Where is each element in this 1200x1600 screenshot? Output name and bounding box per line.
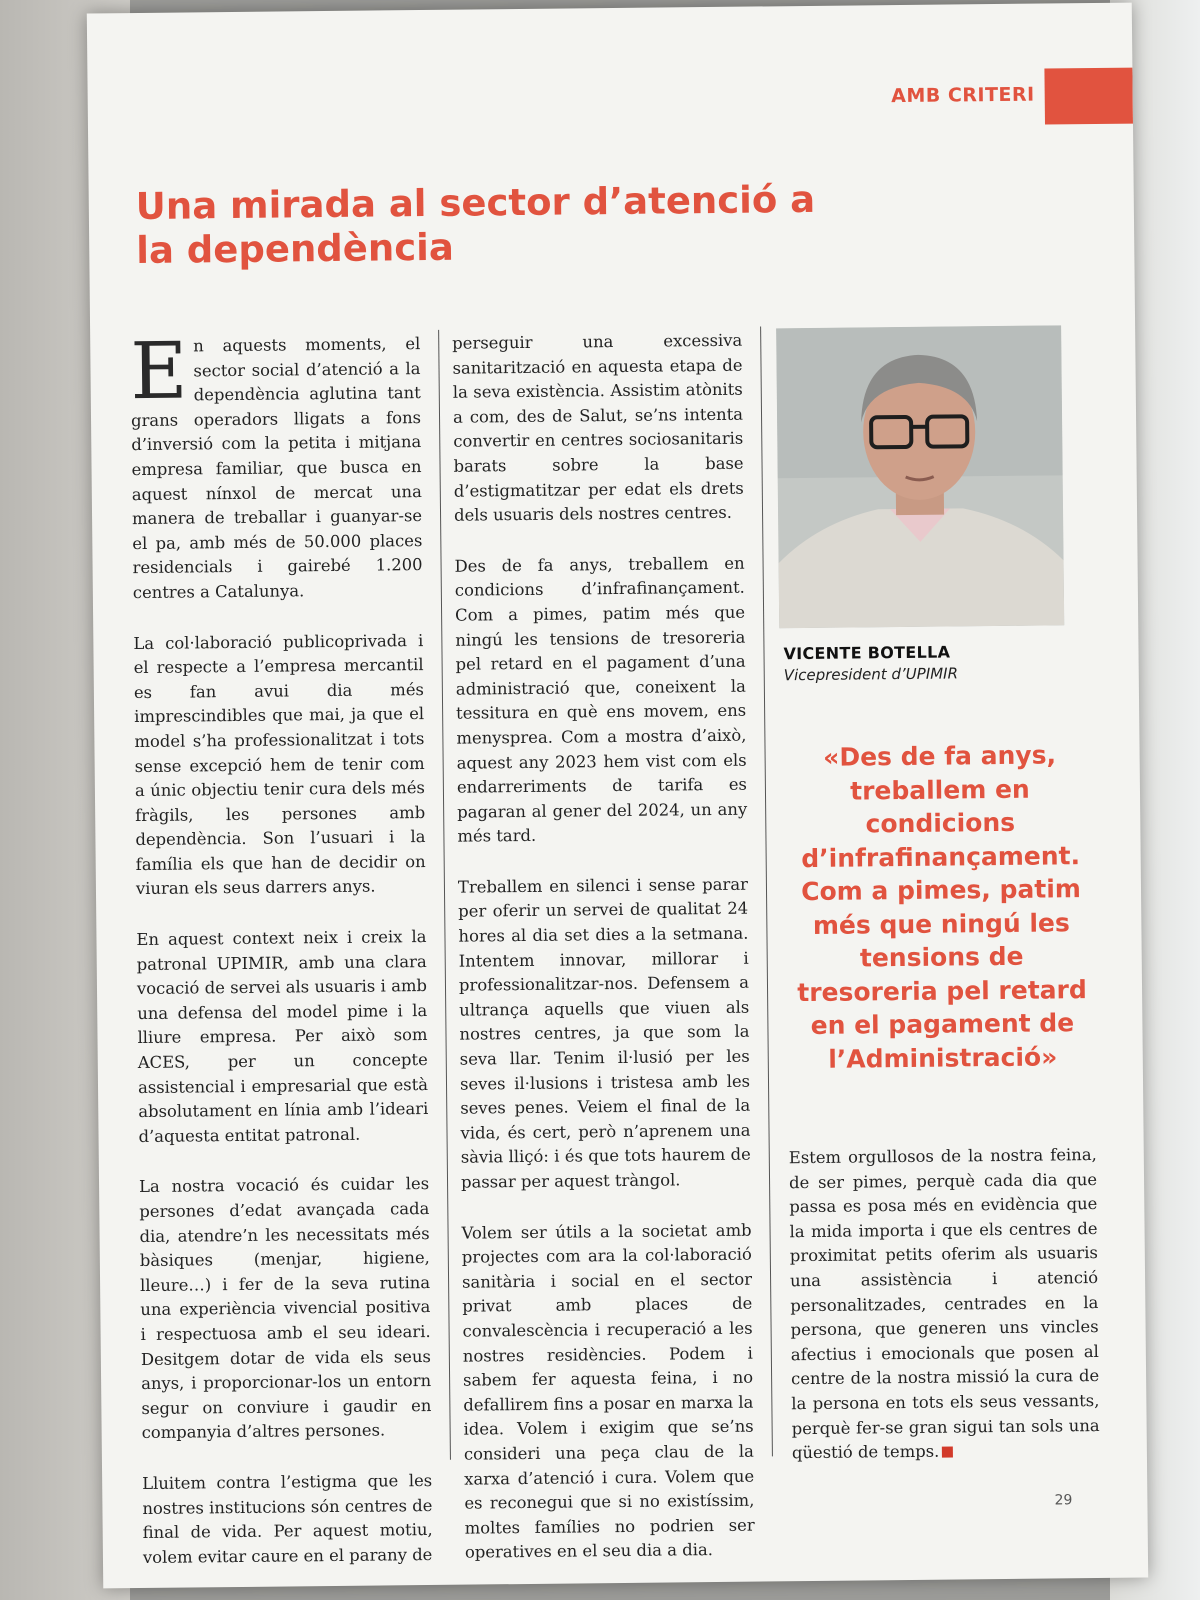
section-label: AMB CRITERI (891, 83, 1035, 108)
article-column-1 (130, 326, 433, 1588)
drop-cap: E (130, 326, 188, 418)
pull-quote: «Des de fa anys, treballem en condicions d’infrafinançament. Com a pimes, patim més que ningú les tensions de tresoreria pel retard en el pagament de l’Administració» (797, 740, 1087, 1074)
author-name: VICENTE BOTELLA (783, 642, 951, 664)
paragraph (130, 326, 423, 606)
paragraph: En aquest context neix i creix la patronal UPIMIR, amb una clara vocació de servei als usuaris i amb una defensa del model pime i la lliure empresa. Per això som ACES, per un concepte assistencial i empresarial que està absolutament en línia amb l’ideari d’aquesta entitat patronal. (136, 927, 429, 1146)
column-divider (760, 326, 773, 1456)
end-mark-icon (942, 1447, 953, 1458)
paragraph: Volem ser útils a la societat amb projectes com ara la col·laboració sanitària i social en el sector privat amb places de convalescència i recuperació a les nostres residències. Podem i sabem fer aquesta feina, i no defallirem fins a posar en marxa la idea. Volem i exigim que se’ns consideri una peça clau de la xarxa d’atenció i cura. Volem que es reconegui que si no existíssim, moltes famílies no podrien ser operatives en el seu dia a dia. (461, 1220, 755, 1562)
article-column-3 (789, 1143, 1101, 1492)
author-photo (776, 325, 1064, 628)
column-divider (438, 330, 451, 1460)
paragraph: Lluitem contra l’estigma que les nostres institucions són centres de final de vida. Per aquest motiu, volem evitar caure en el parany de (142, 1470, 433, 1567)
paragraph-text: n aquests moments, el sector social d’atenció a la dependència aglutina tant grans operadors lligats a fons d’inversió com la petita i mitjana empresa familiar, que busca en aquest nínxol de mercat una manera de treballar i guanyar-se el pa, amb més de 50.000 places residencials i gairebé 1.200 centres a Catalunya. (130, 334, 423, 603)
magazine-page (87, 3, 1148, 1589)
portrait-illustration (776, 325, 1064, 628)
article-title: Una mirada al sector d’atenció a la dependència (135, 177, 816, 273)
paragraph: La col·laboració publicoprivada i el respecte a l’empresa mercantil es fan avui dia més imprescindibles que mai, ja que el model s’ha professionalitzat i tots sense excepció hem de tenir com a únic objectiu tenir cura dels més fràgils, les persones amb dependència. Son l’usuari i la família els que han de decidir on viuran els seus darrers anys. (133, 630, 426, 899)
paragraph: perseguir una excessiva sanitarització en aquesta etapa de la seva existència. Assistim atònits a com, des de Salut, se’ns intenta convertir en centres sociosanitaris barats sobre la base d’estigmatitzar per edat els drets dels usuaris dels nostres centres. (452, 330, 744, 525)
author-role: Vicepresident d’UPIMIR (783, 664, 959, 685)
paragraph: Des de fa anys, treballem en condicions d’infrafinançament. Com a pimes, patim més que ningú les tensions de tresoreria pel retard en el pagament d’una administració que, coneixent la tessitura en què ens movem, ens menysprea. Com a mostra d’això, aquest any 2023 hem vist com els endarreriments de tarifa es pagaran al gener del 2024, un any més tard. (454, 553, 748, 846)
paragraph: Treballem en silenci i sense parar per oferir un servei de qualitat 24 hores al dia set dies a la setmana. Intentem innovar, millorar i professionalitzar-nos. Defensem a ultrança aquells que viuen als nostres centres, ja que som la seva llar. Tenim il·lusió per les seves il·lusions i tristesa amb les seves penes. Veiem el final de la vida, és cert, però n’aprenem una sàvia lliçó: i és que tots haurem de passar per aquest tràngol. (457, 874, 751, 1192)
paragraph-text: Estem orgullosos de la nostra feina, de ser pimes, perquè cada dia que passa es posa més en evidència que la mida importa i que els centres de proximitat petits oferim als usuaris una assistència i atenció personalitzades, centrades en la persona, que generen uns vincles afectius i emocionals que posen al centre de la nostra missió la cura de la persona en tots els seus vessants, perquè fer-se gran sigui tan sols una qüestió de temps. (788, 1145, 1100, 1463)
paragraph: La nostra vocació és cuidar les persones d’edat avançada cada dia, atendre’n les necessitats més bàsiques (menjar, higiene, lleure…) i fer de la seva rutina una experiència vivencial positiva i respectuosa amb el seu ideari. Desitgem dotar de vida els seus anys, i proporcionar-los un entorn segur on conviure i gaudir en companyia d’altres persones. (138, 1174, 432, 1443)
article-column-2 (452, 329, 755, 1589)
paragraph (789, 1143, 1100, 1466)
section-color-block (1044, 68, 1133, 125)
page-number: 29 (1054, 1492, 1073, 1509)
